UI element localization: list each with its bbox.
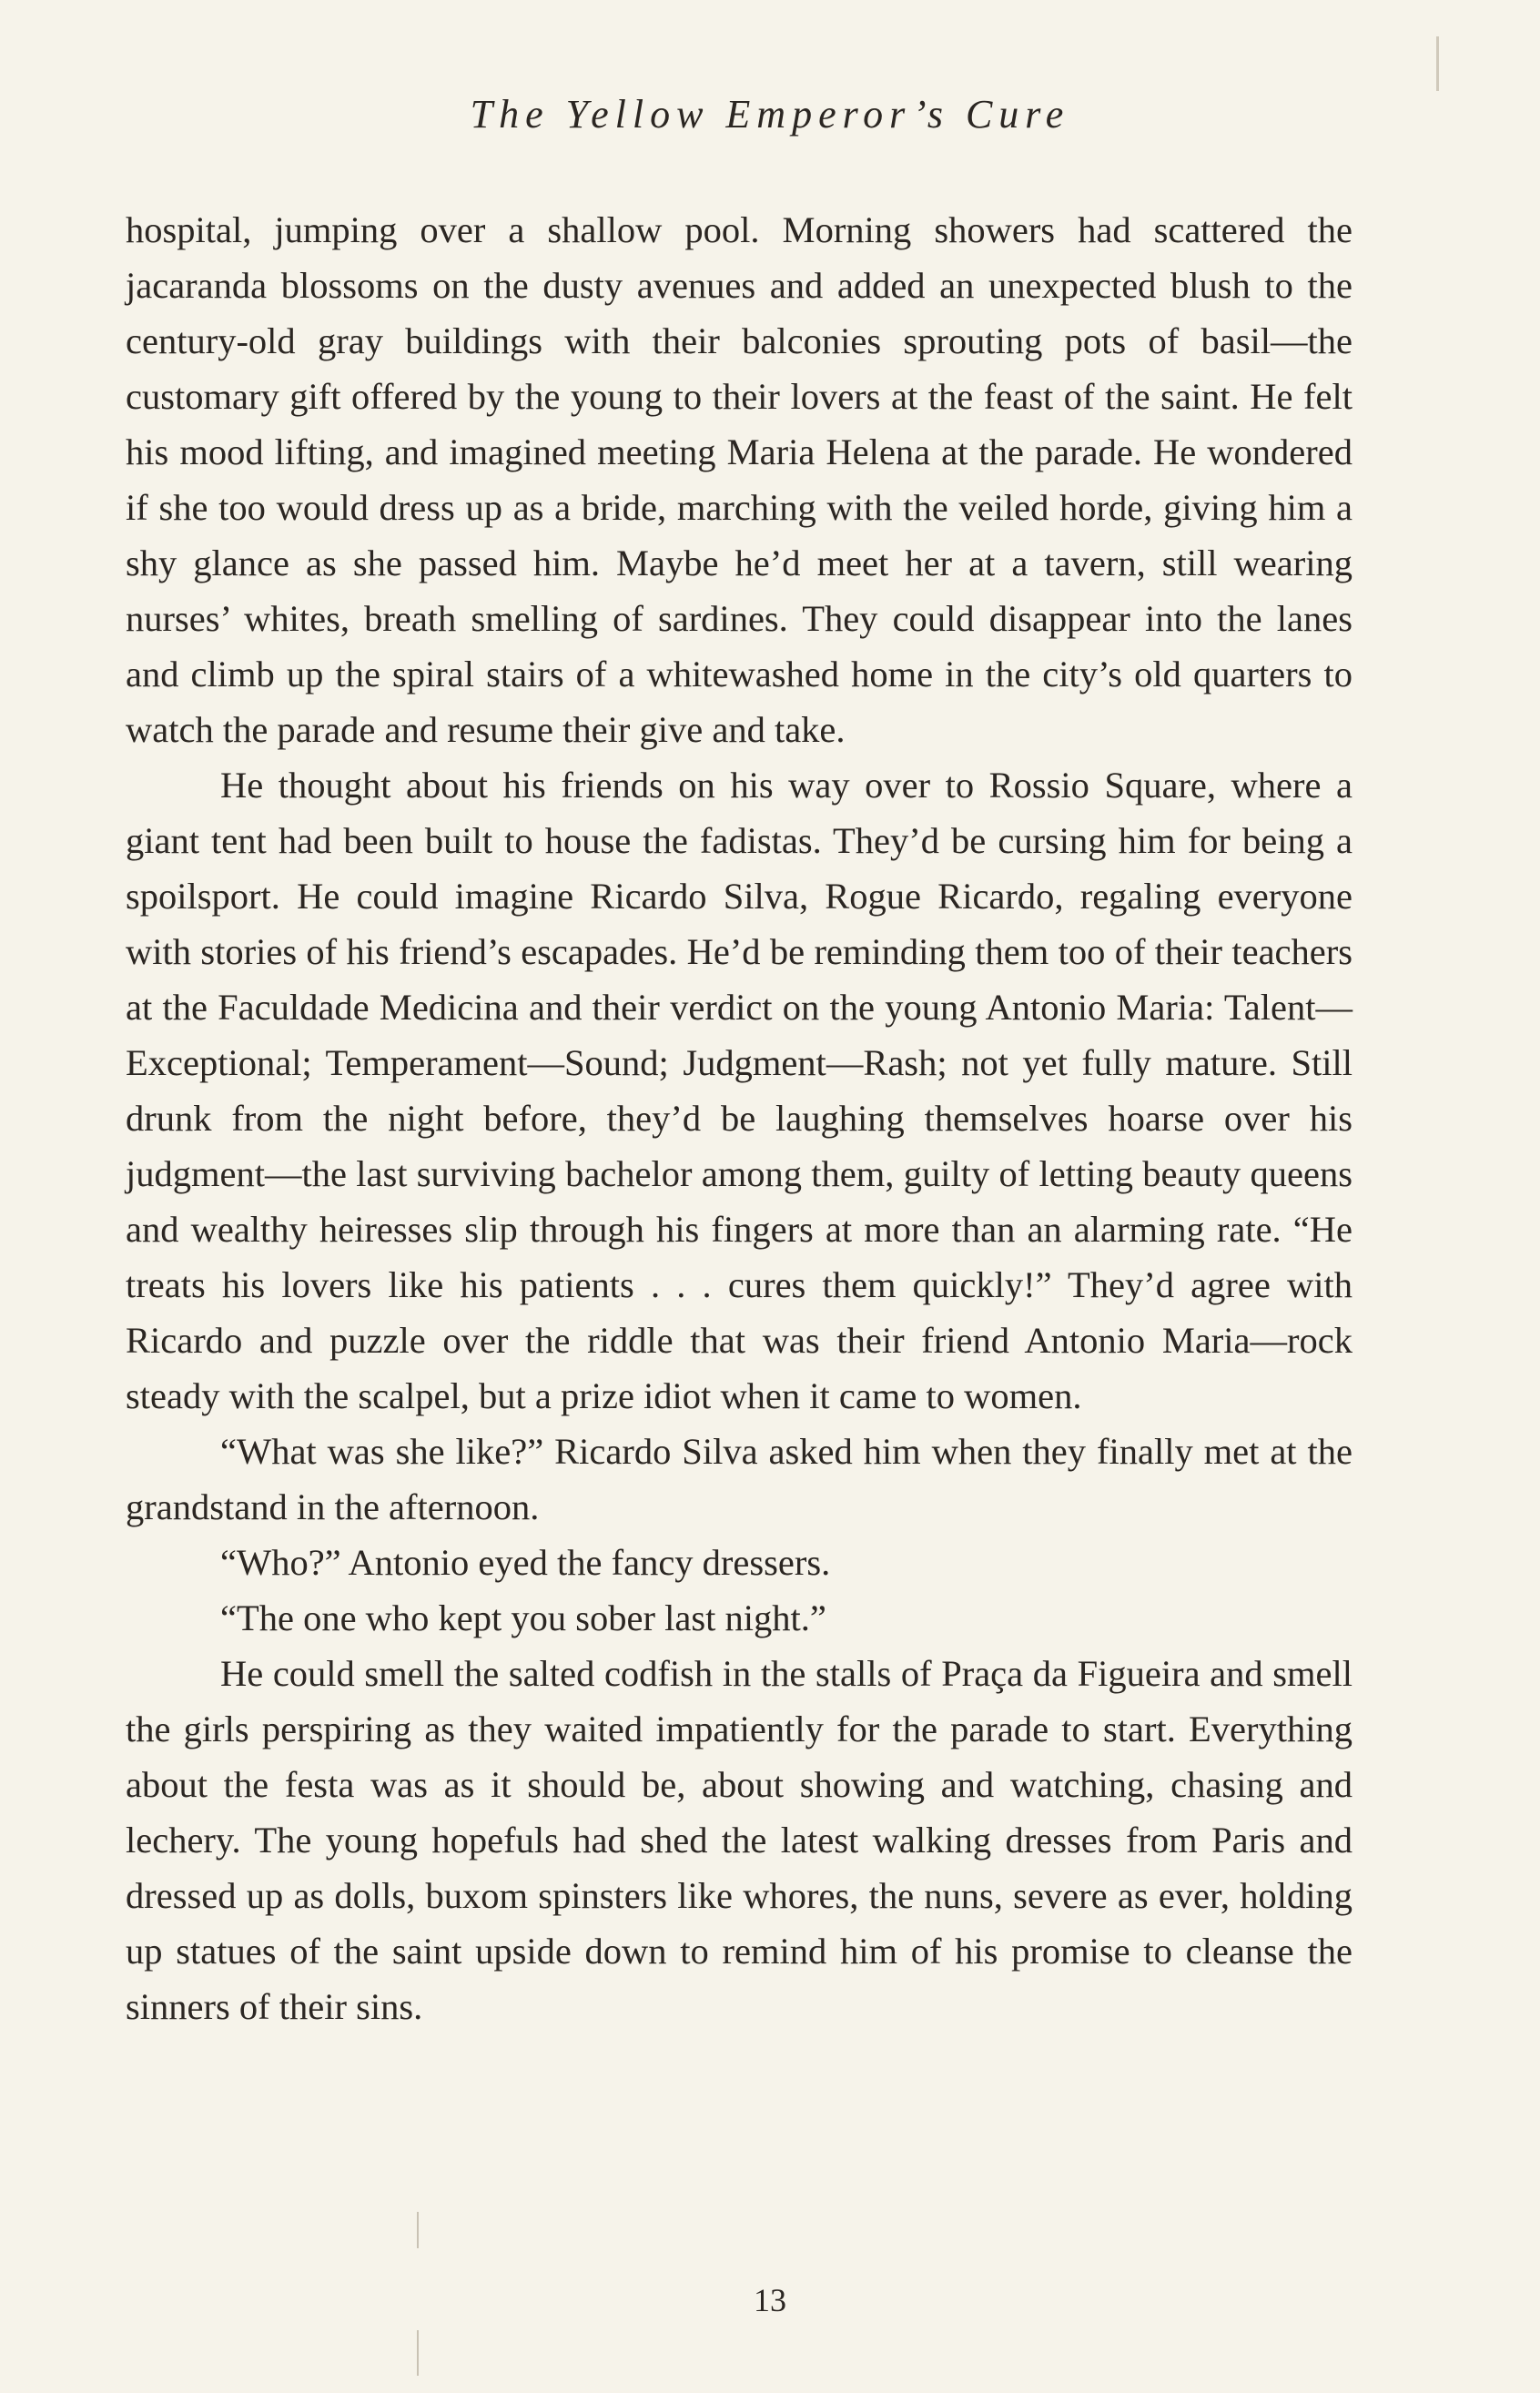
paragraph-dialogue-sober: “The one who kept you sober last night.” (220, 1597, 826, 1638)
scan-fleck-right (1436, 36, 1439, 91)
paragraph-continued: hospital, jumping over a shallow pool. Morning showers had scattered the jacaranda blossoms on the dusty avenues and added an unexpected blush to the century-old gray buildings with their balconies sprouting pots of basil—the customary gift offered by the young to their lovers at the feast of the saint. He felt his mood lifting, and imagined meeting Maria Helena at the parade. He wondered if she too would dress up as a bride, marching with the veiled horde, giving him a shy glance as she passed him. Maybe he’d meet her at a tavern, still wearing nurses’ whites, breath smelling of sardines. They could disappear into the lanes and climb up the spiral stairs of a whitewashed home in the city’s old quarters to watch the parade and resume their give and take. (126, 209, 1353, 750)
paragraph-dialogue-question: “What was she like?” Ricardo Silva asked him when they finally met at the grandstand in the afternoon. (126, 1431, 1353, 1527)
page-number: 13 (754, 2282, 786, 2318)
scan-mark-upper (417, 2212, 419, 2248)
paragraph-friends: He thought about his friends on his way over to Rossio Square, where a giant tent had been built to house the fadistas. They’d be cursing him for being a spoilsport. He could imagine Ricardo Silva, Rogue Ricardo, regaling everyone with stories of his friend’s escapades. He’d be reminding them too of their teachers at the Faculdade Medicina and their verdict on the young Antonio Maria: Talent—Exceptional; Temperament—Sound; Judgment—Rash; not yet fully mature. Still drunk from the night before, they’d be laughing themselves hoarse over his judgment—the last surviving bachelor among them, guilty of letting beauty queens and wealthy heiresses slip through his fingers at more than an alarming rate. “He treats his lovers like his patients . . . cures them quickly!” They’d agree with Ricardo and puzzle over the riddle that was their friend Antonio Maria—rock steady with the scalpel, but a prize idiot when it came to women. (126, 765, 1353, 1416)
running-head: The Yellow Emperor’s Cure (470, 92, 1070, 137)
paragraph-dialogue-who: “Who?” Antonio eyed the fancy dressers. (220, 1542, 831, 1583)
scan-mark-lower (417, 2330, 419, 2376)
paragraph-festa: He could smell the salted codfish in the stalls of Praça da Figueira and smell the girls perspiring as they waited impatiently for the parade to start. Everything about the festa was as it should be, about showing and watching, chasing and lechery. The young hopefuls had shed the latest walking dresses from Paris and dressed up as dolls, buxom spinsters like whores, the nuns, severe as ever, holding up statues of the saint upside down to remind him of his promise to cleanse the sinners of their sins. (126, 1653, 1353, 2027)
body-text (126, 202, 1353, 2034)
